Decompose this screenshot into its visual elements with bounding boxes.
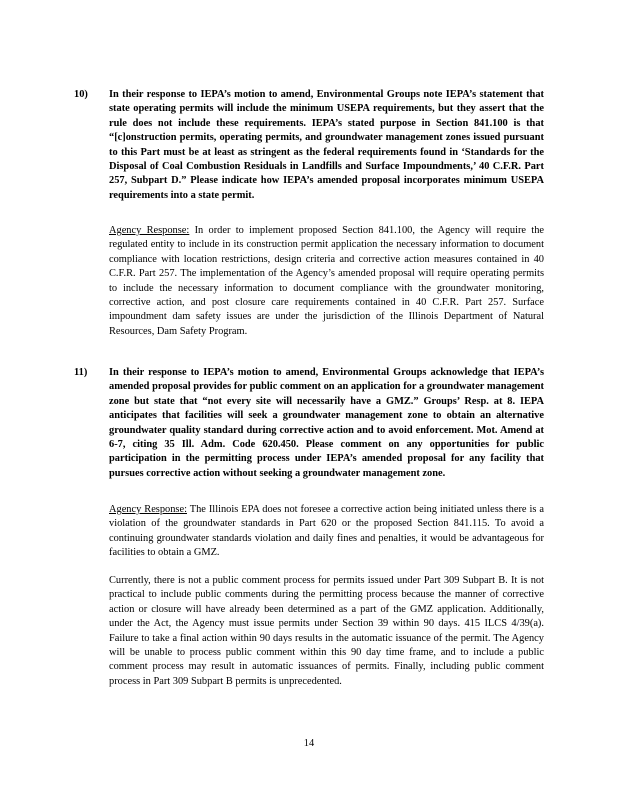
agency-response-11-continued (109, 574, 544, 689)
response-text: Currently, there is not a public comment process for permits issued under Part 309 Subpart B. It is not practical to include public comments during the permitting process because the manner of corrective action or closure will have already been determined as a part of the GMZ application. Additionally, under the Act, the Agency must issue permits under Section 39 within 90 days. 415 ILCS 4/39(a). Failure to take a final action within 90 days results in the automatic issuance of the permit. The Agency will be unable to process public comment within this 90 day time frame, and to include a public comment process may result in automatic issuances of permits. Finally, including public comment process in Part 309 Subpart B permits is unprecedented. (109, 575, 544, 687)
page-number: 14 (303, 738, 315, 749)
response-label: Agency Response: (109, 504, 187, 515)
question-text: In their response to IEPA’s motion to amend, Environmental Groups acknowledge that IEPA’s amended proposal provides for public comment on an application for a groundwater management zone but state that “not every site will necessarily have a GMZ.” Groups’ Resp. at 8. IEPA anticipates that facilities will seek a groundwater management zone to obtain an alternative groundwater quality standard during corrective action and to avoid enforcement. Mot. Amend at 6-7, citing 35 Ill. Adm. Code 620.450. Please comment on any opportunities for public participation in the permitting process under IEPA’s amended proposal for any facility that pursues corrective action without seeking a groundwater management zone. (109, 367, 544, 479)
question-text: In their response to IEPA’s motion to amend, Environmental Groups note IEPA’s statement that state operating permits will include the minimum USEPA requirements, but they assert that the rule does not include these requirements. IEPA’s stated purpose in Section 841.100 is that “[c]onstruction permits, operating permits, and groundwater management zones issued pursuant to this Part must be at least as stringent as the federal requirements found in ‘Standards for the Disposal of Coal Combustion Residuals in Landfills and Surface Impoundments,’ 40 C.F.R. Part 257, Subpart D.” Please indicate how IEPA’s amended proposal incorporates minimum USEPA requirements into a state permit. (109, 89, 544, 201)
response-text: The Illinois EPA does not foresee a corrective action being initiated unless there is a violation of the groundwater standards in Part 620 or the proposed Section 841.115. To avoid a continuing groundwater standards violation and daily fines and penalties, it would be advantageous for facilities to obtain a GMZ. (109, 504, 544, 559)
response-label: Agency Response: (109, 225, 190, 236)
response-text: In order to implement proposed Section 841.100, the Agency will require the regulated entity to include in its construction permit application the necessary information to document compliance with location restrictions, design criteria and corrective action measures contained in 40 C.F.R. Part 257. The implementation of the Agency’s amended proposal will require operating permits to include the necessary information to document compliance with the groundwater monitoring, corrective action, and post closure care requirements contained in 40 C.F.R. Part 257. Surface impoundment dam safety issues are under the jurisdiction of the Illinois Department of Natural Resources, Dam Safety Program. (109, 225, 544, 337)
agency-response-11 (109, 503, 544, 561)
agency-response-10 (109, 224, 544, 339)
question-number: 10) (74, 89, 88, 100)
question-10 (74, 88, 544, 203)
question-number: 11) (74, 367, 88, 378)
question-11 (74, 366, 544, 481)
